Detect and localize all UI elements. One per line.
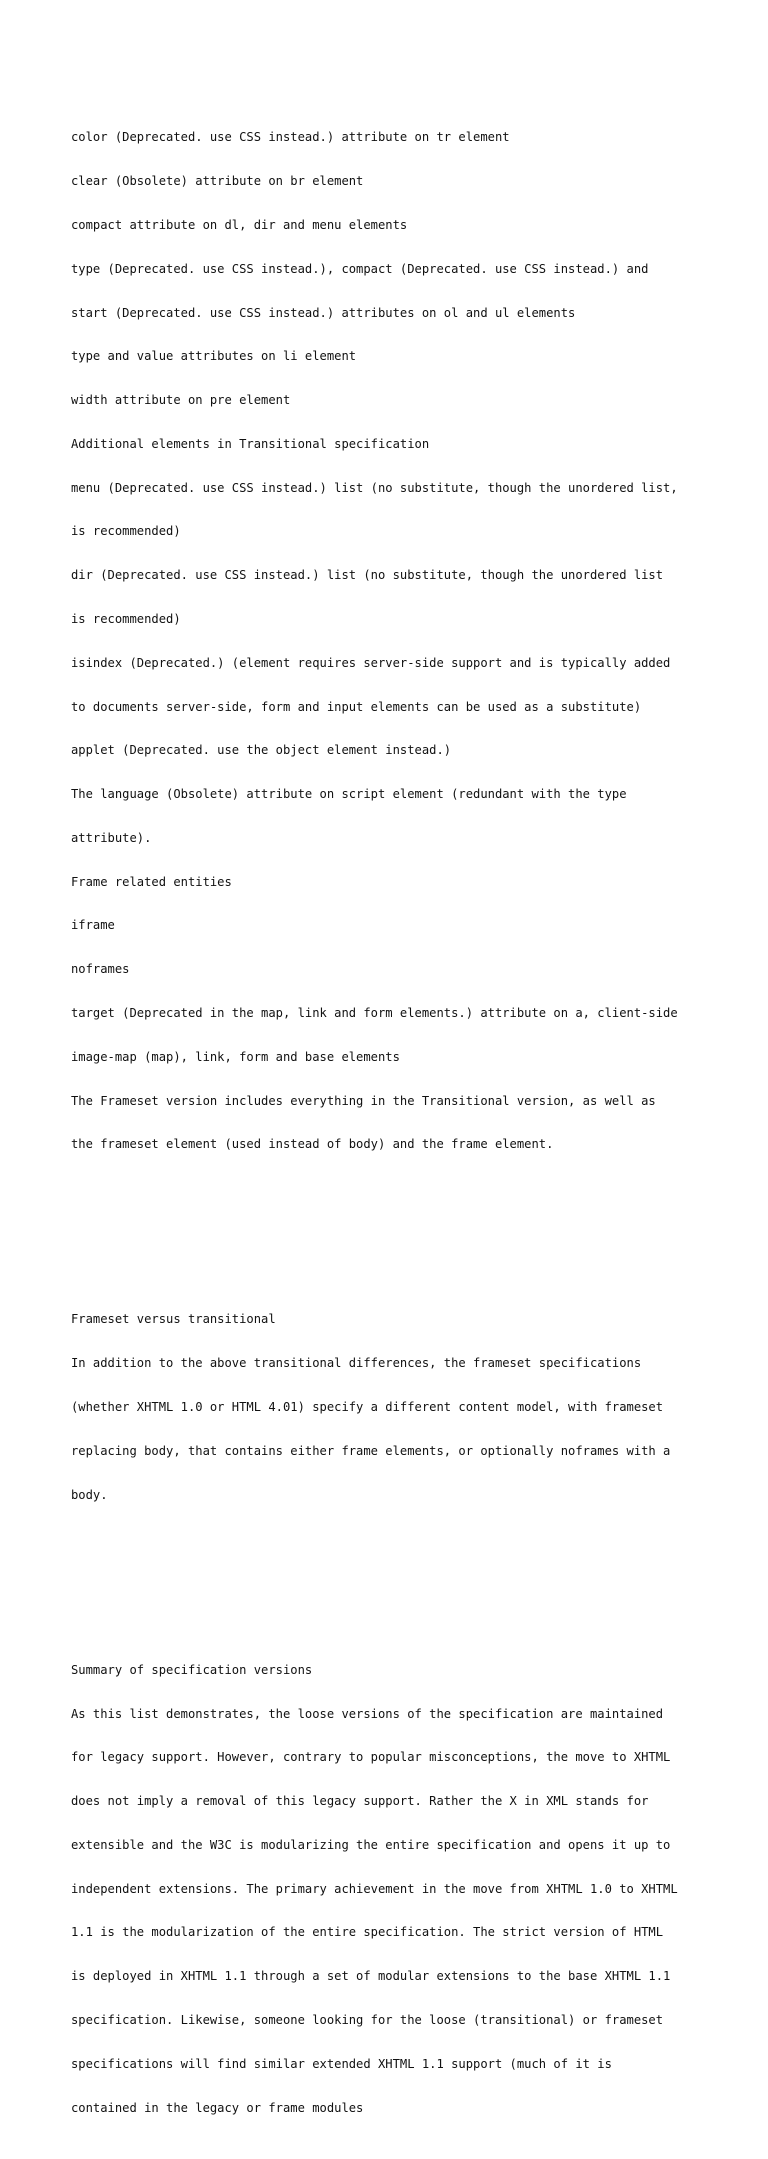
section-transitional-list [71,101,711,1181]
text-line: In addition to the above transitional differences, the frameset specifications [71,1356,642,1371]
text-line: specification. Likewise, someone looking for the loose (transitional) or frameset [71,2012,664,2027]
text-line: does not imply a removal of this legacy support. Rather the X in XML stands for [71,1794,649,1809]
text-line: noframes [71,962,130,977]
section-summary-of-versions [71,1634,711,2145]
text-line: body. [71,1487,108,1502]
text-line: As this list demonstrates, the loose versions of the specification are maintained [71,1706,664,1721]
text-line: dir (Deprecated. use CSS instead.) list (no substitute, though the unordered list [71,568,664,583]
text-line: compact attribute on dl, dir and menu elements [71,217,408,232]
text-line: The Frameset version includes everything in the Transitional version, as well as [71,1093,656,1108]
text-line: is recommended) [71,524,181,539]
text-line: the frameset element (used instead of body) and the frame element. [71,1137,554,1152]
text-line: clear (Obsolete) attribute on br element [71,174,364,189]
text-line: type and value attributes on li element [71,349,357,364]
text-line: attribute). [71,830,152,845]
text-line: isindex (Deprecated.) (element requires server-side support and is typically added [71,655,671,670]
section-heading: Frameset versus transitional [71,1312,276,1327]
text-line: is deployed in XHTML 1.1 through a set of modular extensions to the base XHTML 1.1 [71,1969,671,1984]
section-heading: Frame related entities [71,874,232,889]
text-line: extensible and the W3C is modularizing the entire specification and opens it up to [71,1837,671,1852]
text-line: The language (Obsolete) attribute on script element (redundant with the type [71,787,627,802]
document-page [71,72,711,2159]
text-line: for legacy support. However, contrary to popular misconceptions, the move to XHTML [71,1750,671,1765]
text-line: independent extensions. The primary achievement in the move from XHTML 1.0 to XHTML [71,1881,678,1896]
text-line: menu (Deprecated. use CSS instead.) list (no substitute, though the unordered list, [71,480,678,495]
section-frameset-vs-transitional [71,1283,711,1531]
text-line: to documents server-side, form and input elements can be used as a substitute) [71,699,642,714]
text-line: width attribute on pre element [71,393,291,408]
text-line: contained in the legacy or frame modules [71,2100,364,2115]
text-line: replacing body, that contains either frame elements, or optionally noframes with a [71,1443,671,1458]
text-line: type (Deprecated. use CSS instead.), compact (Deprecated. use CSS instead.) and [71,261,649,276]
text-line: 1.1 is the modularization of the entire specification. The strict version of HTML [71,1925,664,1940]
text-line: start (Deprecated. use CSS instead.) attributes on ol and ul elements [71,305,576,320]
text-line: target (Deprecated in the map, link and form elements.) attribute on a, client-side [71,1006,678,1020]
text-line: specifications will find similar extended XHTML 1.1 support (much of it is [71,2056,612,2071]
paragraph-gap [71,1225,711,1240]
text-line: (whether XHTML 1.0 or HTML 4.01) specify a different content model, with frameset [71,1400,664,1415]
section-heading: Summary of specification versions [71,1662,313,1677]
text-line: iframe [71,918,115,933]
text-line: applet (Deprecated. use the object element instead.) [71,743,452,758]
section-heading: Additional elements in Transitional specification [71,436,430,451]
paragraph-gap [71,1575,711,1590]
text-line: is recommended) [71,611,181,626]
text-line: color (Deprecated. use CSS instead.) attribute on tr element [71,130,510,145]
text-line: image-map (map), link, form and base elements [71,1049,400,1064]
